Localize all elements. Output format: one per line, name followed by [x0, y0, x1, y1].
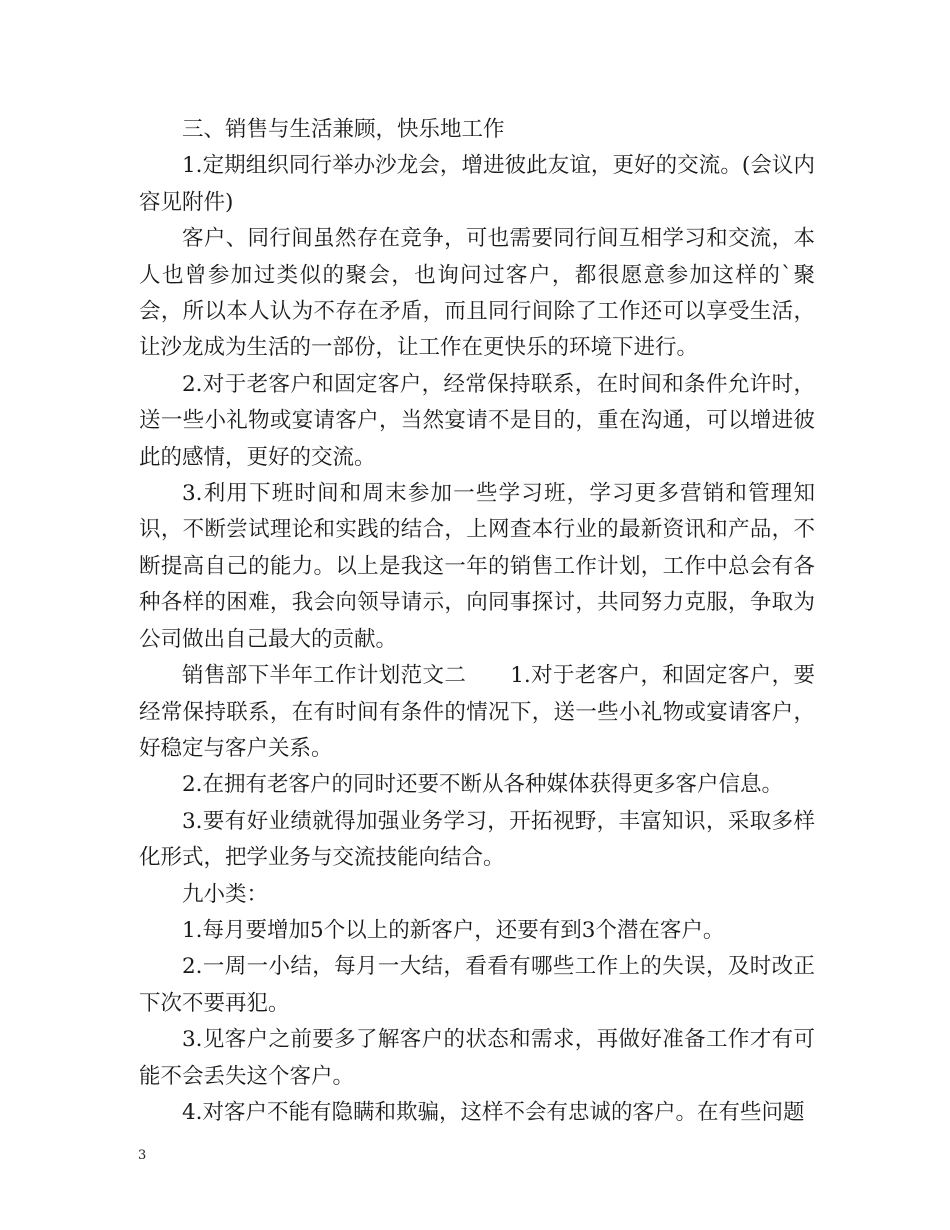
paragraph: 2.对于老客户和固定客户，经常保持联系，在时间和条件允许时，送一些小礼物或宴请客户，当然宴请不是目的，重在沟通，可以增进彼此的感情，更好的交流。	[139, 371, 815, 470]
paragraph: 4.对客户不能有隐瞒和欺骗，这样不会有忠诚的客户。在有些问题	[182, 1099, 805, 1125]
section-heading: 三、销售与生活兼顾，快乐地工作	[182, 117, 505, 142]
subheading: 九小类：	[182, 881, 269, 907]
paragraph: 2.一周一小结，每月一大结，看看有哪些工作上的失误，及时改正下次不要再犯。	[139, 954, 815, 1016]
section-two-first-item: 1.对于老客户，和固定客户，要经常保持联系，在有时间有条件的情况下，送一些小礼物或宴请客户，好稳定与客户关系。	[139, 663, 815, 761]
section-two-title: 销售部下半年工作计划范文二	[182, 663, 467, 689]
paragraph: 3.利用下班时间和周末参加一些学习班，学习更多营销和管理知识，不断尝试理论和实践的结合，上网查本行业的最新资讯和产品，不断提高自己的能力。以上是我这一年的销售工作计划，工作中总会有各种各样的困难，我会向领导请示，向同事探讨，共同努力克服，争取为公司做出自己最大的贡献。	[139, 481, 815, 652]
paragraph: 3.要有好业绩就得加强业务学习，开拓视野，丰富知识，采取多样化形式，把学业务与交流技能向结合。	[139, 808, 815, 871]
paragraph: 客户、同行间虽然存在竞争，可也需要同行间互相学习和交流，本人也曾参加过类似的聚会，也询问过客户，都很愿意参加这样的`聚会，所以本人认为不存在矛盾，而且同行间除了工作还可以享受生活，让沙龙成为生活的一部份，让工作在更快乐的环境下进行。	[139, 226, 815, 361]
paragraph: 3.见客户之前要多了解客户的状态和需求，再做好准备工作才有可能不会丢失这个客户。	[139, 1027, 815, 1089]
document-body	[139, 112, 815, 1131]
paragraph: 1.定期组织同行举办沙龙会，增进彼此友谊，更好的交流。(会议内容见附件)	[139, 153, 815, 215]
paragraph	[139, 658, 815, 767]
paragraph: 2.在拥有老客户的同时还要不断从各种媒体获得更多客户信息。	[182, 772, 784, 798]
page-number: 3	[138, 1148, 147, 1163]
paragraph: 1.每月要增加5个以上的新客户，还要有到3个潜在客户。	[182, 917, 725, 943]
